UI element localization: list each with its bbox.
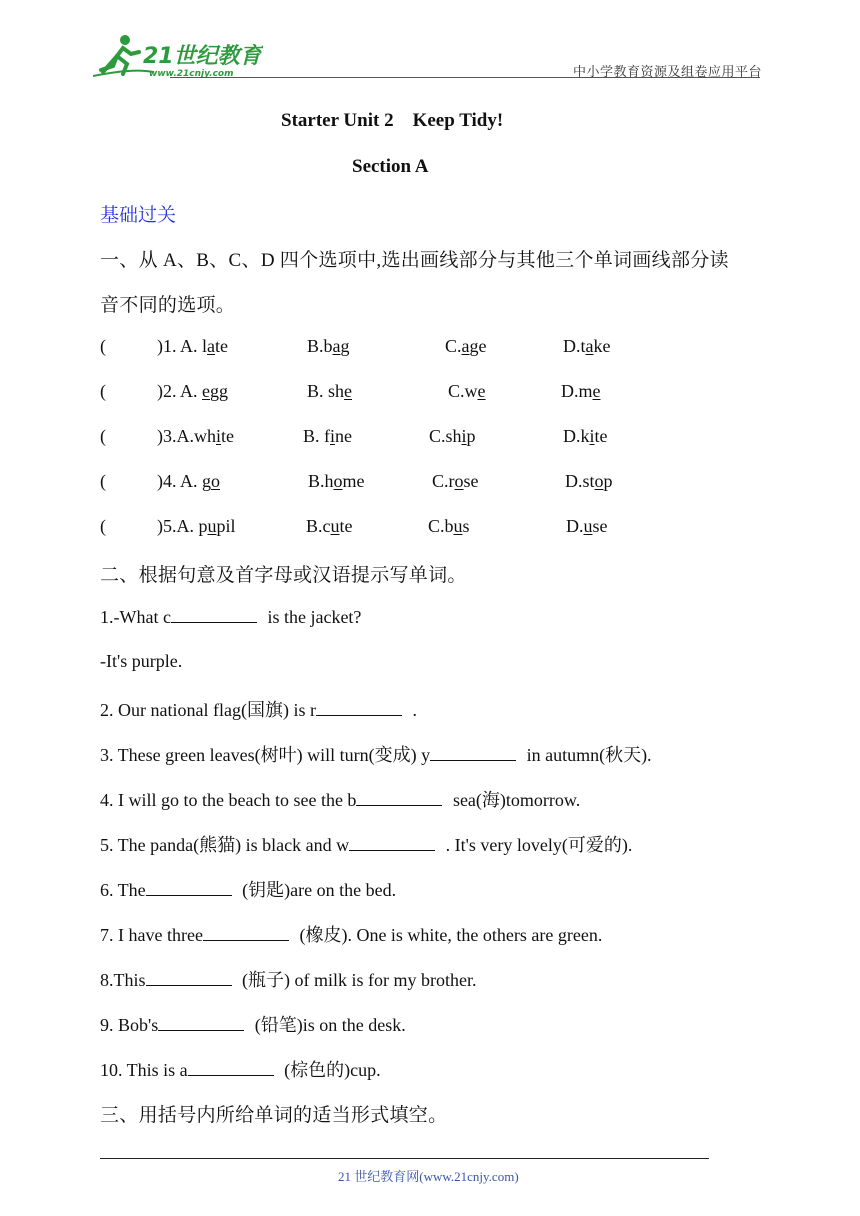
section-title: Section A — [352, 156, 429, 177]
option-d: D.stop — [565, 471, 613, 491]
question-paren[interactable]: ( — [100, 516, 106, 536]
fill-question-2: 2. Our national flag(国旗) is r . — [100, 700, 417, 720]
option-a: )5.A. pupil — [157, 516, 236, 536]
option-b: B.home — [308, 471, 365, 491]
basics-heading: 基础过关 — [100, 205, 177, 226]
fill-question-3: 3. These green leaves(树叶) will turn(变成) y in autumn(秋天). — [100, 745, 652, 765]
answer-blank[interactable] — [188, 1059, 274, 1076]
answer-blank[interactable] — [349, 834, 435, 851]
option-a: )4. A. go — [157, 471, 220, 491]
option-c: C.rose — [432, 471, 479, 491]
option-a: )2. A. egg — [157, 381, 228, 401]
part3-instruction: 三、用括号内所给单词的适当形式填空。 — [100, 1105, 448, 1126]
fill-question-10: 10. This is a (棕色的)cup. — [100, 1060, 381, 1080]
footer-text: 21 世纪教育网(www.21cnjy.com) — [338, 1169, 519, 1184]
part2-instruction: 二、根据句意及首字母或汉语提示写单词。 — [100, 565, 467, 586]
option-a: )1. A. late — [157, 336, 229, 356]
answer-blank[interactable] — [158, 1014, 244, 1031]
fill-question-4: 4. I will go to the beach to see the b sea(海)tomorrow. — [100, 790, 581, 810]
question-paren[interactable]: ( — [100, 471, 106, 491]
part1-instruction-line2: 音不同的选项。 — [100, 295, 236, 316]
site-logo — [93, 32, 263, 80]
fill-question-7: 7. I have three (橡皮). One is white, the others are green. — [100, 925, 603, 945]
header-platform-text: 中小学教育资源及组卷应用平台 — [573, 64, 763, 79]
part1-instruction-line1: 一、从 A、B、C、D 四个选项中,选出画线部分与其他三个单词画线部分读 — [100, 250, 729, 271]
option-d: D.me — [561, 381, 601, 401]
answer-blank[interactable] — [430, 744, 516, 761]
option-c: C.bus — [428, 516, 470, 536]
answer-blank[interactable] — [203, 924, 289, 941]
option-c: C.ship — [429, 426, 476, 446]
answer-blank[interactable] — [146, 879, 232, 896]
option-b: B.bag — [307, 336, 350, 356]
header-divider — [170, 77, 760, 78]
fill-question-1-answer: -It's purple. — [100, 651, 183, 671]
answer-blank[interactable] — [316, 699, 402, 716]
page-title: Starter Unit 2 Keep Tidy! — [281, 110, 504, 131]
option-b: B. fine — [303, 426, 353, 446]
option-d: D.use — [566, 516, 608, 536]
question-paren[interactable]: ( — [100, 381, 106, 401]
option-c: C.age — [445, 336, 487, 356]
fill-question-8: 8.This (瓶子) of milk is for my brother. — [100, 970, 477, 990]
question-paren[interactable]: ( — [100, 336, 106, 356]
option-b: B. she — [307, 381, 353, 401]
option-d: D.kite — [563, 426, 608, 446]
option-d: D.take — [563, 336, 611, 356]
answer-blank[interactable] — [171, 606, 257, 623]
answer-blank[interactable] — [356, 789, 442, 806]
answer-blank[interactable] — [146, 969, 232, 986]
fill-question-9: 9. Bob's (铅笔)is on the desk. — [100, 1015, 406, 1035]
option-b: B.cute — [306, 516, 353, 536]
option-c: C.we — [448, 381, 486, 401]
question-paren[interactable]: ( — [100, 426, 106, 446]
logo-text: 21世纪教育 — [143, 44, 262, 69]
fill-question-6: 6. The (钥匙)are on the bed. — [100, 880, 397, 900]
logo-url: www.21cnjy.com — [149, 69, 234, 79]
footer-divider — [100, 1158, 709, 1159]
fill-question-5: 5. The panda(熊猫) is black and w . It's very lovely(可爱的). — [100, 835, 633, 855]
option-a: )3.A.white — [157, 426, 235, 446]
fill-question-1: 1.-What c is the jacket? — [100, 607, 362, 627]
